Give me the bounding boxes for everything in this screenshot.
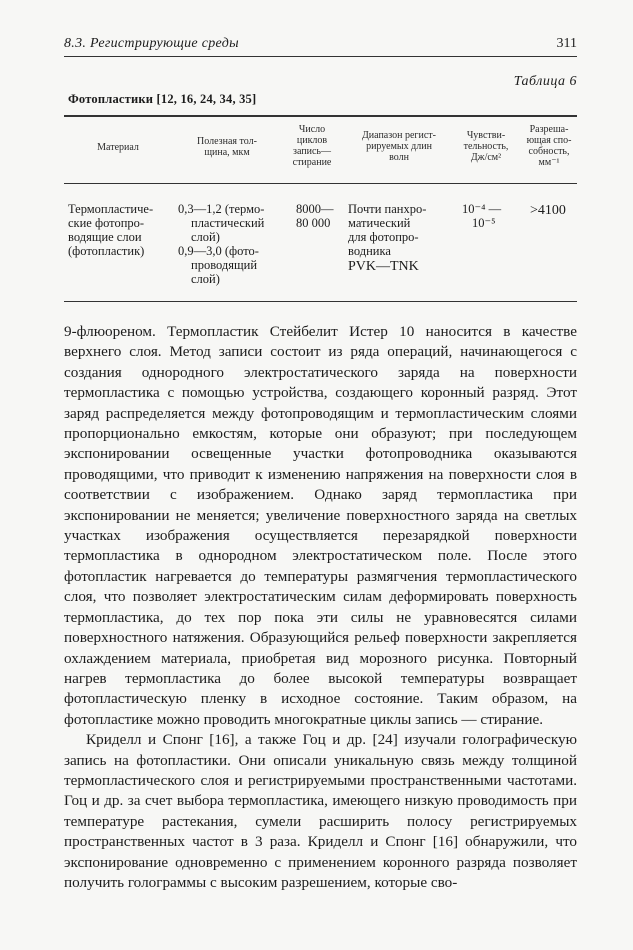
column-header-range: Диапазон регист- рируемых длин волн [361,130,437,163]
cell-cycles: 8000— 80 000 [296,202,334,230]
cell-resolution: >4100 [530,203,566,218]
column-header-material: Материал [97,142,139,153]
table-top-rule [64,115,577,117]
body-text [64,322,577,893]
cell-material: Термопластиче- ские фотопро- водящие слои (фотопластик) [68,202,154,258]
cell-range: Почти панхро- матический для фотопро- водника PVK—TNK [348,202,427,274]
column-header-thickness: Полезная тол- щина, мкм [197,136,257,158]
column-header-sensitivity: Чувстви- тельность, Дж/см² [463,130,509,163]
paragraph: Криделл и Спонг [16], а также Гоц и др. [24] изучали голографическую запись на фотопластики. Они описали уникальную связь между толщиной термопластического слоя и регистрируемыми пространственными частотами. Гоц и др. за счет выбора термопластика, имеющего низкую проводимость при температуре растекания, сумели расширить полосу регистрируемых пространственных частот в 3 раза. Криделл и Спонг [16] обнаружили, что экспонирование одновременно с применением коронного разряда позволяет получить голограммы с высоким разрешением, которые сво- [64,731,577,891]
running-head: 8.3. Регистрирующие среды [64,36,239,51]
table-caption: Таблица 6 [513,74,577,89]
page-number: 311 [556,36,577,51]
column-header-cycles: Число циклов запись— стирание [292,124,332,168]
column-header-resolution: Разреша- ющая спо- собность, мм⁻¹ [526,124,572,168]
cell-thickness: 0,3—1,2 (термо- пластический слой) 0,9—3,0 (фото- проводящий слой) [178,202,265,286]
paragraph: 9-флюореном. Термопластик Стейбелит Истер 10 наносится в качестве верхнего слоя. Метод записи состоит из ряда операций, начинающегося с создания однородного электростатического заряда на поверхности термопластика с помощью устройства, создающего коронный разряд. Этот заряд распределяется между фотопроводящим и термопластическим слоями пропорционально емкостям, которые они образуют; при последующем экспонировании освещенные участки фотопроводника оказываются проводящими, что приводит к изменению напряжения на поверхности слоя в соответствии с изображением. Однако заряд термопластика при экспонировании не меняется; увеличение поверхностного заряда на светлых участках изображения осуществляется перезарядкой поверхности термопластика в однородном электростатическом поле. После этого фотопластик нагревается до температуры размягчения термопластического слоя, что позволяет электростатическим силам деформировать поверхность термопластика, до тех пор пока эти силы не уравновесятся силами поверхностного натяжения. Образующийся рельеф поверхности закрепляется охлаждением материала, приобретая вид морозного рисунка. Повторный нагрев термопластика до более высокой температуры возвращает фотопластическую пленку в исходное состояние. Таким образом, на фотопластике можно проводить многократные циклы запись — стирание. [64,323,577,728]
table-bottom-rule [64,301,577,302]
table-header-rule [64,183,577,184]
table-title: Фотопластики [12, 16, 24, 34, 35] [68,92,257,106]
page-header [64,34,577,57]
cell-sensitivity: 10⁻⁴ — 10⁻⁵ [462,202,502,230]
